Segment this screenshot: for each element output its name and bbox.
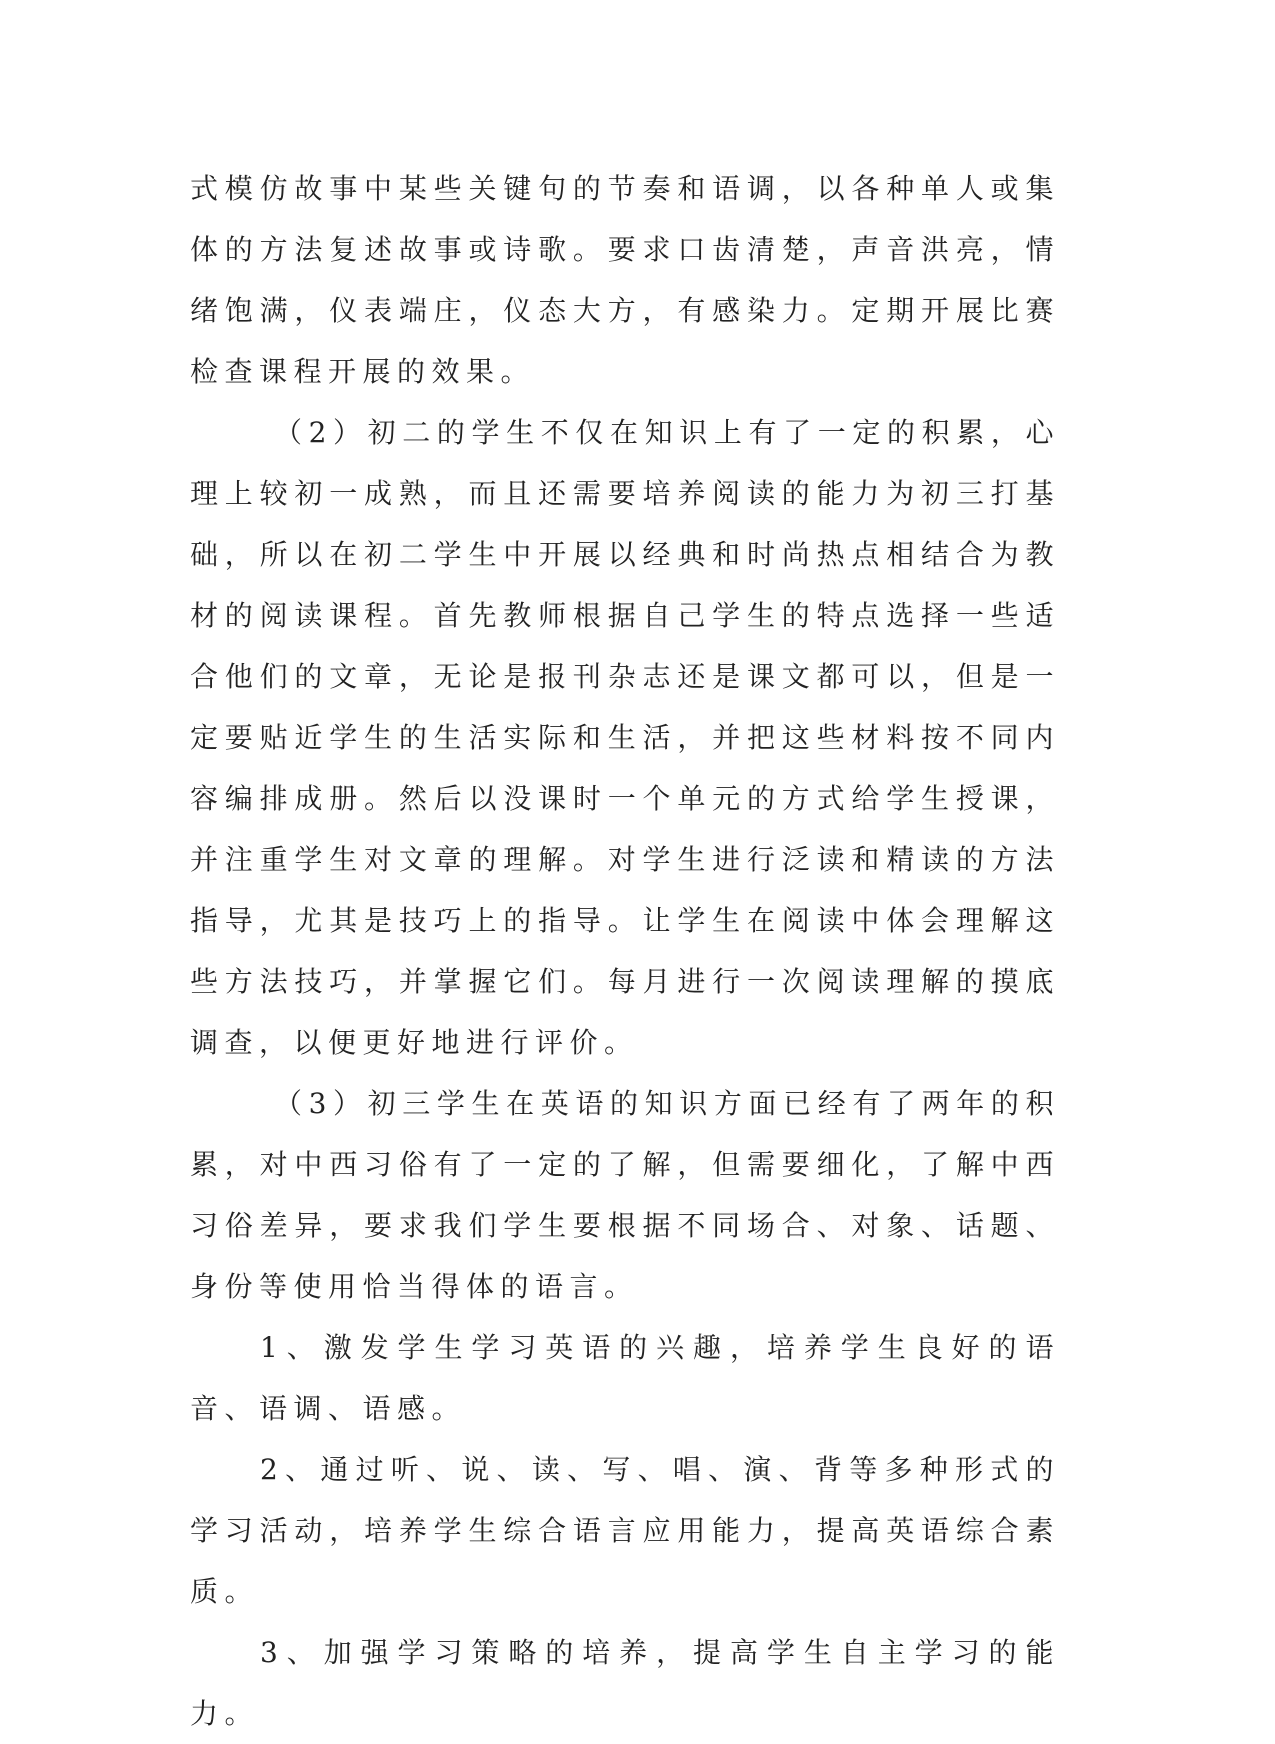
list-item-goal-3: 3、加强学习策略的培养，提高学生自主学习的能力。: [190, 1636, 1060, 1730]
list-item-goal-2: 2、通过听、说、读、写、唱、演、背等多种形式的学习活动，培养学生综合语言应用能力，提高英语综合素质。: [190, 1453, 1060, 1608]
list-item-goal-1: 1、激发学生学习英语的兴趣，培养学生良好的语音、语调、语感。: [190, 1331, 1060, 1425]
body-text: [190, 158, 1060, 1744]
paragraph-grade-three: （3）初三学生在英语的知识方面已经有了两年的积累，对中西习俗有了一定的了解，但需要细化，了解中西习俗差异，要求我们学生要根据不同场合、对象、话题、身份等使用恰当得体的语言。: [190, 1087, 1060, 1303]
paragraph-continuation: 式模仿故事中某些关键句的节奏和语调，以各种单人或集体的方法复述故事或诗歌。要求口齿清楚，声音洪亮，情绪饱满，仪表端庄，仪态大方，有感染力。定期开展比赛检查课程开展的效果。: [190, 172, 1060, 388]
paragraph-grade-two: （2）初二的学生不仅在知识上有了一定的积累，心理上较初一成熟，而且还需要培养阅读的能力为初三打基础，所以在初二学生中开展以经典和时尚热点相结合为教材的阅读课程。首先教师根据自己学生的特点选择一些适合他们的文章，无论是报刊杂志还是课文都可以，但是一定要贴近学生的生活实际和生活，并把这些材料按不同内容编排成册。然后以没课时一个单元的方式给学生授课，并注重学生对文章的理解。对学生进行泛读和精读的方法指导，尤其是技巧上的指导。让学生在阅读中体会理解这些方法技巧，并掌握它们。每月进行一次阅读理解的摸底调查，以便更好地进行评价。: [190, 416, 1060, 1059]
